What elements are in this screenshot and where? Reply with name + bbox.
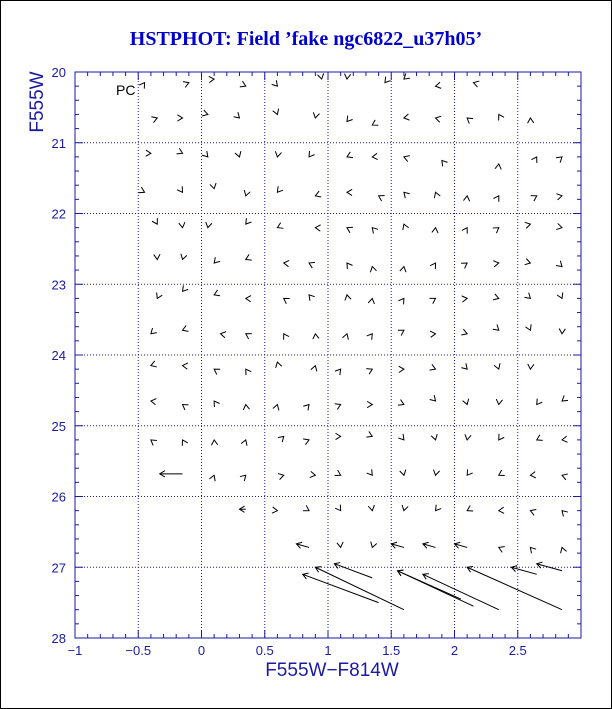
y-tick-label: 27 [51,560,66,576]
x-tick-label: −1 [67,643,83,658]
x-axis-label: F555W−F814W [265,660,399,681]
y-tick-label: 20 [51,65,66,80]
y-tick-label: 23 [51,277,66,293]
panel-label: PC [116,82,136,98]
x-tick-label: 1 [324,643,332,658]
y-tick-label: 26 [51,489,66,505]
y-tick-label: 28 [51,631,66,646]
y-tick-label: 24 [51,348,66,363]
chart-title: HSTPHOT: Field ’fake ngc6822_u37h05’ [129,28,483,50]
x-tick-label: 2 [450,643,459,658]
x-tick-label: 2.5 [508,643,527,658]
x-tick-label: 0.5 [255,643,274,658]
x-tick-label: 0 [197,643,206,658]
y-tick-label: 21 [51,135,66,151]
y-axis-label: F555W [27,71,48,133]
y-tick-label: 25 [51,418,66,434]
x-tick-label: 1.5 [382,643,401,658]
y-tick-label: 22 [51,206,66,222]
x-tick-label: −0.5 [125,643,152,658]
